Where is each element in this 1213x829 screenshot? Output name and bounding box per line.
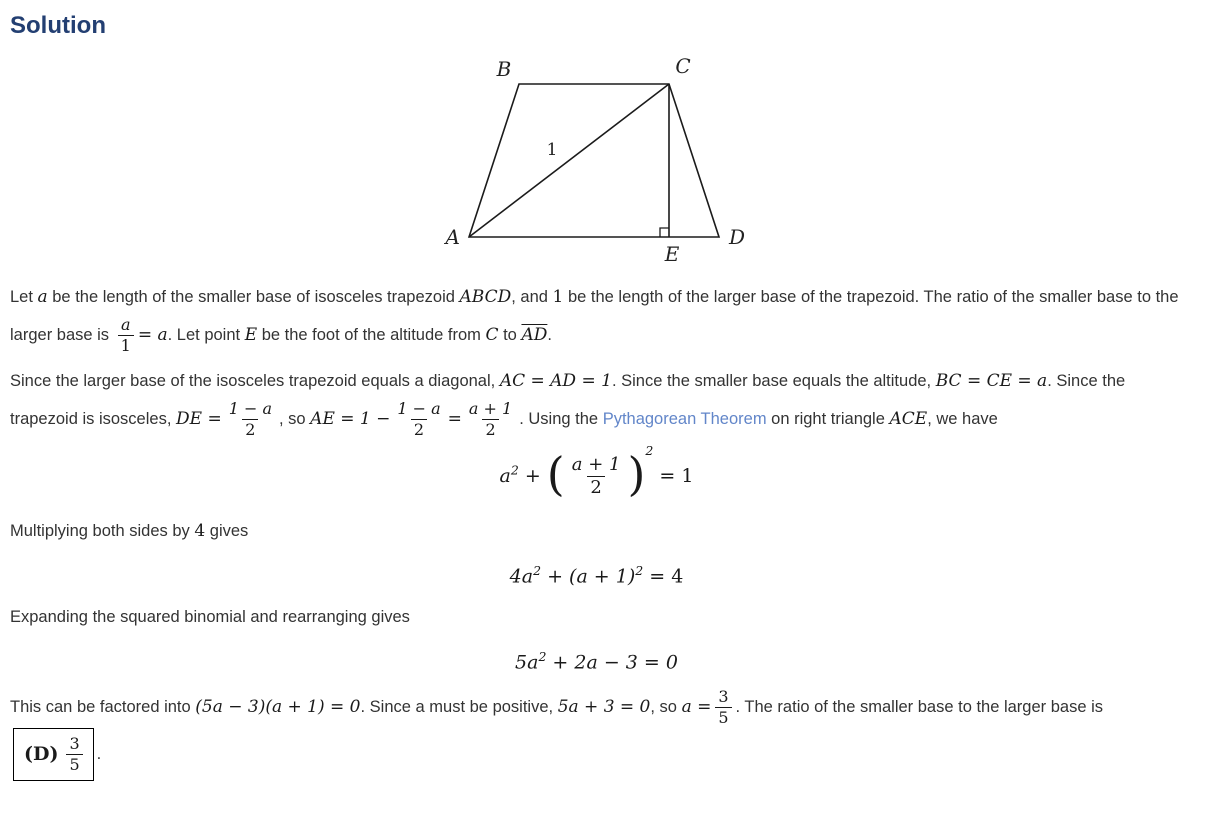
equation-2 [10,563,1183,587]
right-angle-mark [660,228,669,237]
page-title: Solution [10,12,106,39]
math-run: = 4 [643,564,684,587]
math-run: ABCD [459,287,512,307]
fraction-1-minus-a-over-2: $\frac{1 - a}{2}$ [397,398,441,439]
math-run: = 1 [653,464,694,487]
right-paren: ) [627,446,646,501]
text-run: , so [278,409,311,428]
text-run: on right triangle [766,409,890,428]
vertex-label-d: D [728,225,745,249]
equation-caption-2 [10,601,1183,635]
math-run: ACE [889,408,928,429]
math-run: 5a + 3 = 0 [557,696,651,717]
trapezoid-outline [469,84,719,237]
text-run: This can be factored into [10,697,196,716]
text-run: , so [650,697,682,716]
text-run: be the length of the smaller base of isosceles trapezoid [47,288,460,306]
text-run: Expanding the squared binomial and rearranging gives [10,607,410,626]
vertex-label-c: C [674,54,691,78]
diagonal-length-label: 1 [546,140,557,160]
text-run: . [96,744,102,763]
diagonal-line-ac [469,84,669,237]
math-run: + 2a − 3 = 0 [546,651,678,673]
math-run: a = [681,696,712,717]
math-run: BC = CE = a [935,370,1048,391]
vertex-label-a: A [445,225,460,249]
math-run: 4 [194,520,206,541]
vertex-label-b: B [496,57,511,81]
left-paren: ( [546,446,565,501]
text-run: be the length of the larger base of the trapezoid. The ratio of the smaller base to the larger base is [10,288,1179,344]
exponent: 2 [645,443,654,459]
text-run: . Since the trapezoid is isosceles, [10,371,1126,428]
math-run: AC = AD = 1 [499,370,612,391]
text-run: . Using the [519,409,603,428]
exponent: 2 [635,562,644,578]
math-run: a [499,464,511,487]
text-run: , we have [927,409,998,428]
exponent: 2 [533,562,542,578]
trapezoid-diagram [432,54,762,272]
math-run: DE = [176,408,222,429]
equation-caption-1 [10,514,1183,549]
exponent: 2 [538,648,547,664]
fraction-a-over-1: $\frac{a}{1}$ [118,315,134,356]
text-run: Let [10,288,38,306]
text-run: be the foot of the altitude from [257,325,486,344]
solution-paragraph-1 [10,280,1183,356]
operator: + [518,464,547,487]
text-run: . [547,325,552,344]
answer-fraction: $\frac{3}{5}$ [66,734,82,775]
fraction-a-plus-1-over-2: $\frac{a + 1}{2}$ [468,398,513,439]
math-run: (5a − 3)(a + 1) = 0 [195,696,361,717]
text-run: gives [205,521,249,540]
text-run: . Let point [167,325,245,344]
vertex-label-e: E [664,242,679,266]
math-run: AE = 1 − [310,408,391,429]
text-run: . Since the smaller base equals the altitude, [611,371,936,390]
answer-choice: (D) [24,743,59,766]
text-run: Since the larger base of the isosceles trapezoid equals a diagonal, [10,371,500,390]
math-run: 1 [552,287,564,307]
text-run: to [498,325,522,344]
answer-box [13,728,94,781]
equation-1 [10,443,1183,501]
fraction-a-plus-1-over-2: $\frac{a + 1}{2}$ [571,453,621,499]
exponent: 2 [510,462,519,478]
fraction-3-over-5: $\frac{3}{5}$ [715,687,731,728]
math-run: 4a [509,564,534,587]
math-run: a [37,287,48,307]
text-run: . The ratio of the smaller base to the larger base is [735,697,1104,716]
text-run: . Since a must be positive, [360,697,558,716]
pythagorean-theorem-link[interactable]: Pythagorean Theorem [602,409,767,428]
math-run: + (a + 1) [541,564,636,587]
math-run: E [244,324,258,345]
text-run: Multiplying both sides by [10,521,195,540]
equation-3 [10,649,1183,673]
diagram-container [10,54,1183,272]
solution-page [0,12,1213,799]
fraction-1-minus-a-over-2: $\frac{1 - a}{2}$ [228,398,272,439]
segment-ad-overline: $\overline{AD}$ [521,324,548,345]
text-run: , and [511,288,553,306]
math-run: 5a [515,651,539,673]
math-run: C [485,324,499,345]
solution-paragraph-2 [10,364,1183,440]
math-run: = [447,408,462,429]
math-run: = a [137,324,168,345]
solution-paragraph-3 [10,687,1183,781]
